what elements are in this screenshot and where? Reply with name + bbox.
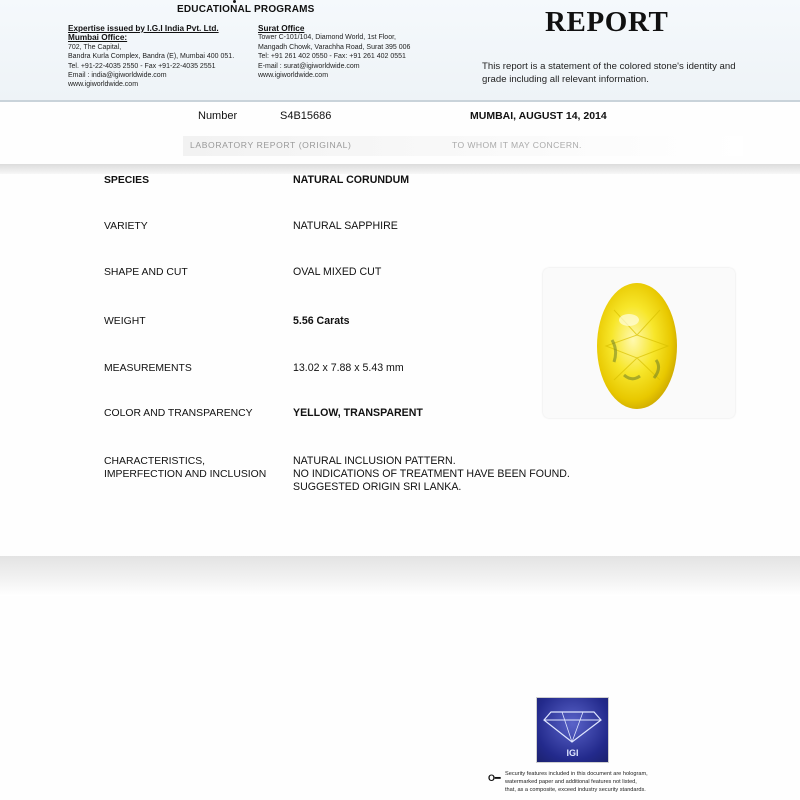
mumbai-line3: Tel. +91-22-4035 2550 - Fax +91-22-4035 2551	[68, 62, 216, 70]
characteristics-value-line3: SUGGESTED ORIGIN SRI LANKA.	[293, 481, 462, 493]
color-label: COLOR AND TRANSPARENCY	[104, 408, 253, 419]
number-label: Number	[198, 110, 238, 122]
species-value: NATURAL CORUNDUM	[293, 174, 410, 186]
mumbai-office-title: Mumbai Office:	[68, 33, 128, 43]
mumbai-line1: 702, The Capital,	[68, 43, 122, 51]
mumbai-line4: Email : india@igiworldwide.com	[68, 72, 167, 80]
security-note-line3: that, as a composite, exceed industry security standards.	[505, 787, 646, 793]
security-note-line1: Security features included in this document are hologram,	[505, 771, 648, 777]
educational-programs: EDUCATIONAL PROGRAMS	[177, 4, 315, 15]
sapphire-photo-icon	[594, 280, 680, 412]
logo-dot	[233, 0, 236, 3]
surat-office-address	[258, 24, 448, 80]
laboratory-report-original: LABORATORY REPORT (ORIGINAL)	[190, 140, 352, 150]
color-value: YELLOW, TRANSPARENT	[293, 407, 423, 419]
surat-line3: Tel: +91 261 402 0550 - Fax: +91 261 402 0551	[258, 53, 406, 61]
shape-value: OVAL MIXED CUT	[293, 266, 382, 278]
variety-value: NATURAL SAPPHIRE	[293, 220, 398, 232]
characteristics-label-line2: IMPERFECTION AND INCLUSION	[104, 469, 267, 480]
weight-label: WEIGHT	[104, 316, 146, 327]
surat-line2: Mangadh Chowk, Varachha Road, Surat 395 006	[258, 43, 411, 51]
key-icon: O━	[488, 773, 501, 783]
characteristics-value-line1: NATURAL INCLUSION PATTERN.	[293, 455, 456, 467]
measurements-value: 13.02 x 7.88 x 5.43 mm	[293, 362, 404, 374]
igi-hologram-icon	[536, 697, 609, 763]
hologram-text: IGI	[566, 748, 579, 758]
security-note-line2: watermarked paper and additional features not listed,	[505, 779, 637, 785]
surat-line4: E-mail : surat@igiworldwide.com	[258, 62, 360, 70]
report-title: REPORT	[545, 6, 669, 38]
species-label: SPECIES	[104, 175, 150, 186]
surat-line1: Tower C-101/104, Diamond World, 1st Floor,	[258, 34, 396, 42]
measurements-label: MEASUREMENTS	[104, 363, 192, 374]
mumbai-line5: www.igiworldwide.com	[68, 81, 139, 89]
surat-office-title: Surat Office	[258, 24, 305, 33]
variety-label: VARIETY	[104, 221, 148, 232]
paper-fold-top	[0, 164, 800, 174]
shape-label: SHAPE AND CUT	[104, 267, 188, 278]
characteristics-label-line1: CHARACTERISTICS,	[104, 456, 206, 467]
characteristics-value	[293, 455, 570, 494]
surat-line5: www.igiworldwide.com	[258, 72, 329, 80]
characteristics-label	[104, 455, 266, 481]
mumbai-office-address	[68, 24, 258, 90]
issued-by: Expertise issued by I.G.I India Pvt. Ltd.	[68, 24, 219, 33]
weight-value: 5.56 Carats	[293, 315, 350, 327]
report-description: This report is a statement of the colored stone's identity and grade including all relevant information.	[482, 61, 736, 85]
report-header	[0, 0, 800, 102]
mumbai-line2: Bandra Kurla Complex, Bandra (E), Mumbai 400 051.	[68, 53, 235, 61]
characteristics-value-line2: NO INDICATIONS OF TREATMENT HAVE BEEN FOUND.	[293, 468, 570, 480]
to-whom-it-may-concern: TO WHOM IT MAY CONCERN.	[452, 140, 582, 150]
paper-fold-bottom	[0, 556, 800, 596]
report-place-date: MUMBAI, AUGUST 14, 2014	[470, 110, 607, 122]
hologram-diamond-icon	[537, 698, 608, 746]
report-number: S4B15686	[280, 110, 332, 122]
security-note	[505, 770, 775, 794]
